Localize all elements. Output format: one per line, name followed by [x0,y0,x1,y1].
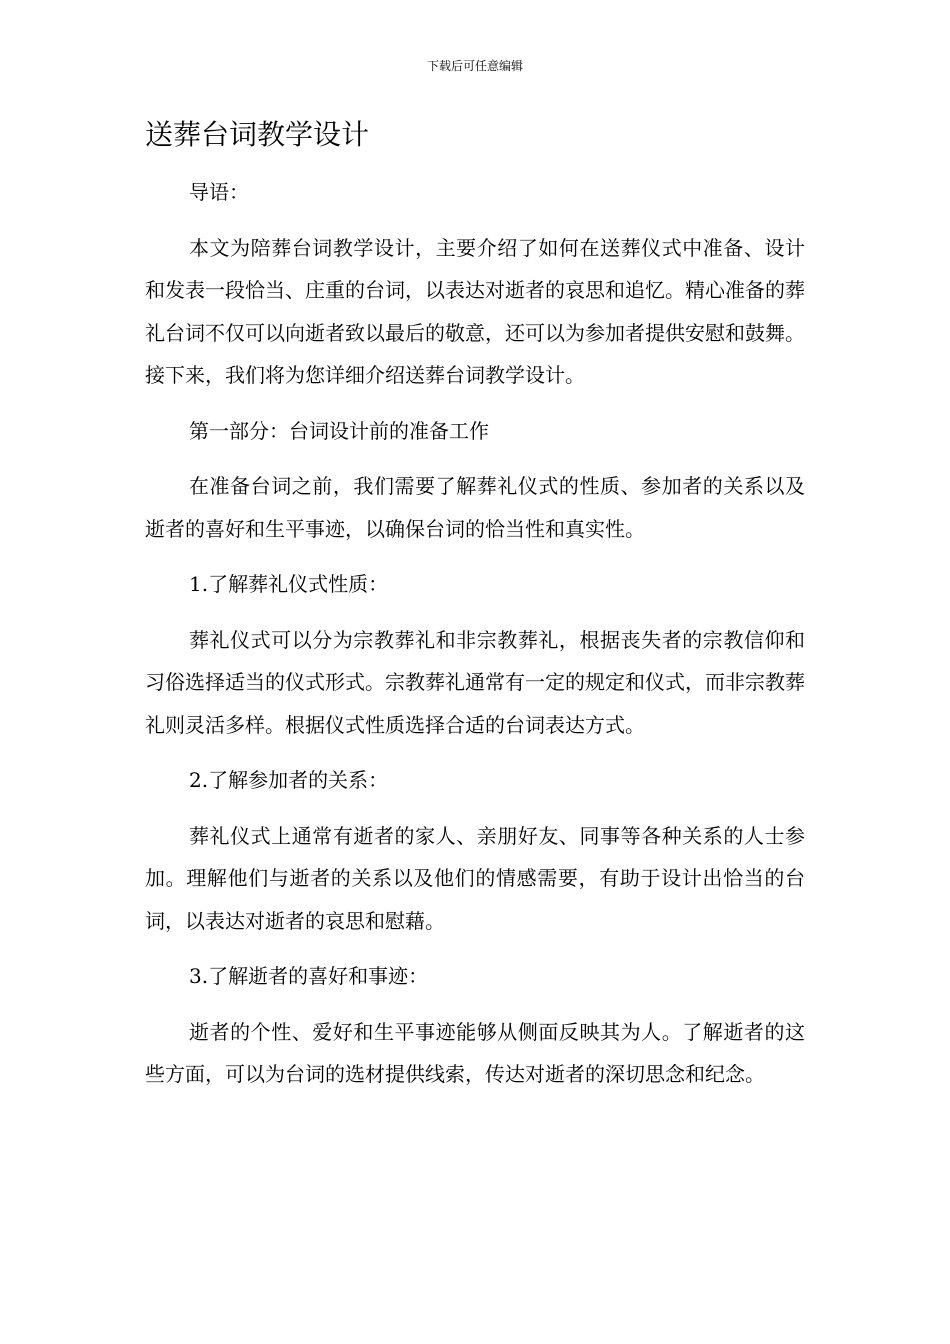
intro-label: 导语： [189,180,249,204]
subheading-deceased-interests: 3.了解逝者的喜好和事迹： [189,964,429,988]
document-body [145,112,805,1096]
intro-paragraph: 本文为陪葬台词教学设计，主要介绍了如何在送葬仪式中准备、设计和发表一段恰当、庄重的台词，以表达对逝者的哀思和追忆。精心准备的葬礼台词不仅可以向逝者致以最后的敬意，还可以为参加者提供安慰和鼓舞。接下来，我们将为您详细介绍送葬台词教学设计。 [145,235,805,387]
paragraph-deceased-interests: 逝者的个性、爱好和生平事迹能够从侧面反映其为人。了解逝者的这些方面，可以为台词的选材提供线索，传达对逝者的深切思念和纪念。 [145,1019,805,1086]
header-note: 下载后可任意编辑 [426,59,523,73]
document-title: 送葬台词教学设计 [145,118,370,151]
paragraph-ceremony-nature: 葬礼仪式可以分为宗教葬礼和非宗教葬礼，根据丧失者的宗教信仰和习俗选择适当的仪式形式。宗教葬礼通常有一定的规定和仪式，而非宗教葬礼则灵活多样。根据仪式性质选择合适的台词表达方式。 [145,627,805,737]
section-intro-paragraph: 在准备台词之前，我们需要了解葬礼仪式的性质、参加者的关系以及逝者的喜好和生平事迹，以确保台词的恰当性和真实性。 [145,474,805,541]
paragraph-attendee-relations: 葬礼仪式上通常有逝者的家人、亲朋好友、同事等各种关系的人士参加。理解他们与逝者的关系以及他们的情感需要，有助于设计出恰当的台词，以表达对逝者的哀思和慰藉。 [145,823,805,933]
section-heading: 第一部分：台词设计前的准备工作 [189,418,489,443]
subheading-attendee-relations: 2.了解参加者的关系： [189,768,389,792]
subheading-ceremony-nature: 1.了解葬礼仪式性质： [189,572,389,596]
